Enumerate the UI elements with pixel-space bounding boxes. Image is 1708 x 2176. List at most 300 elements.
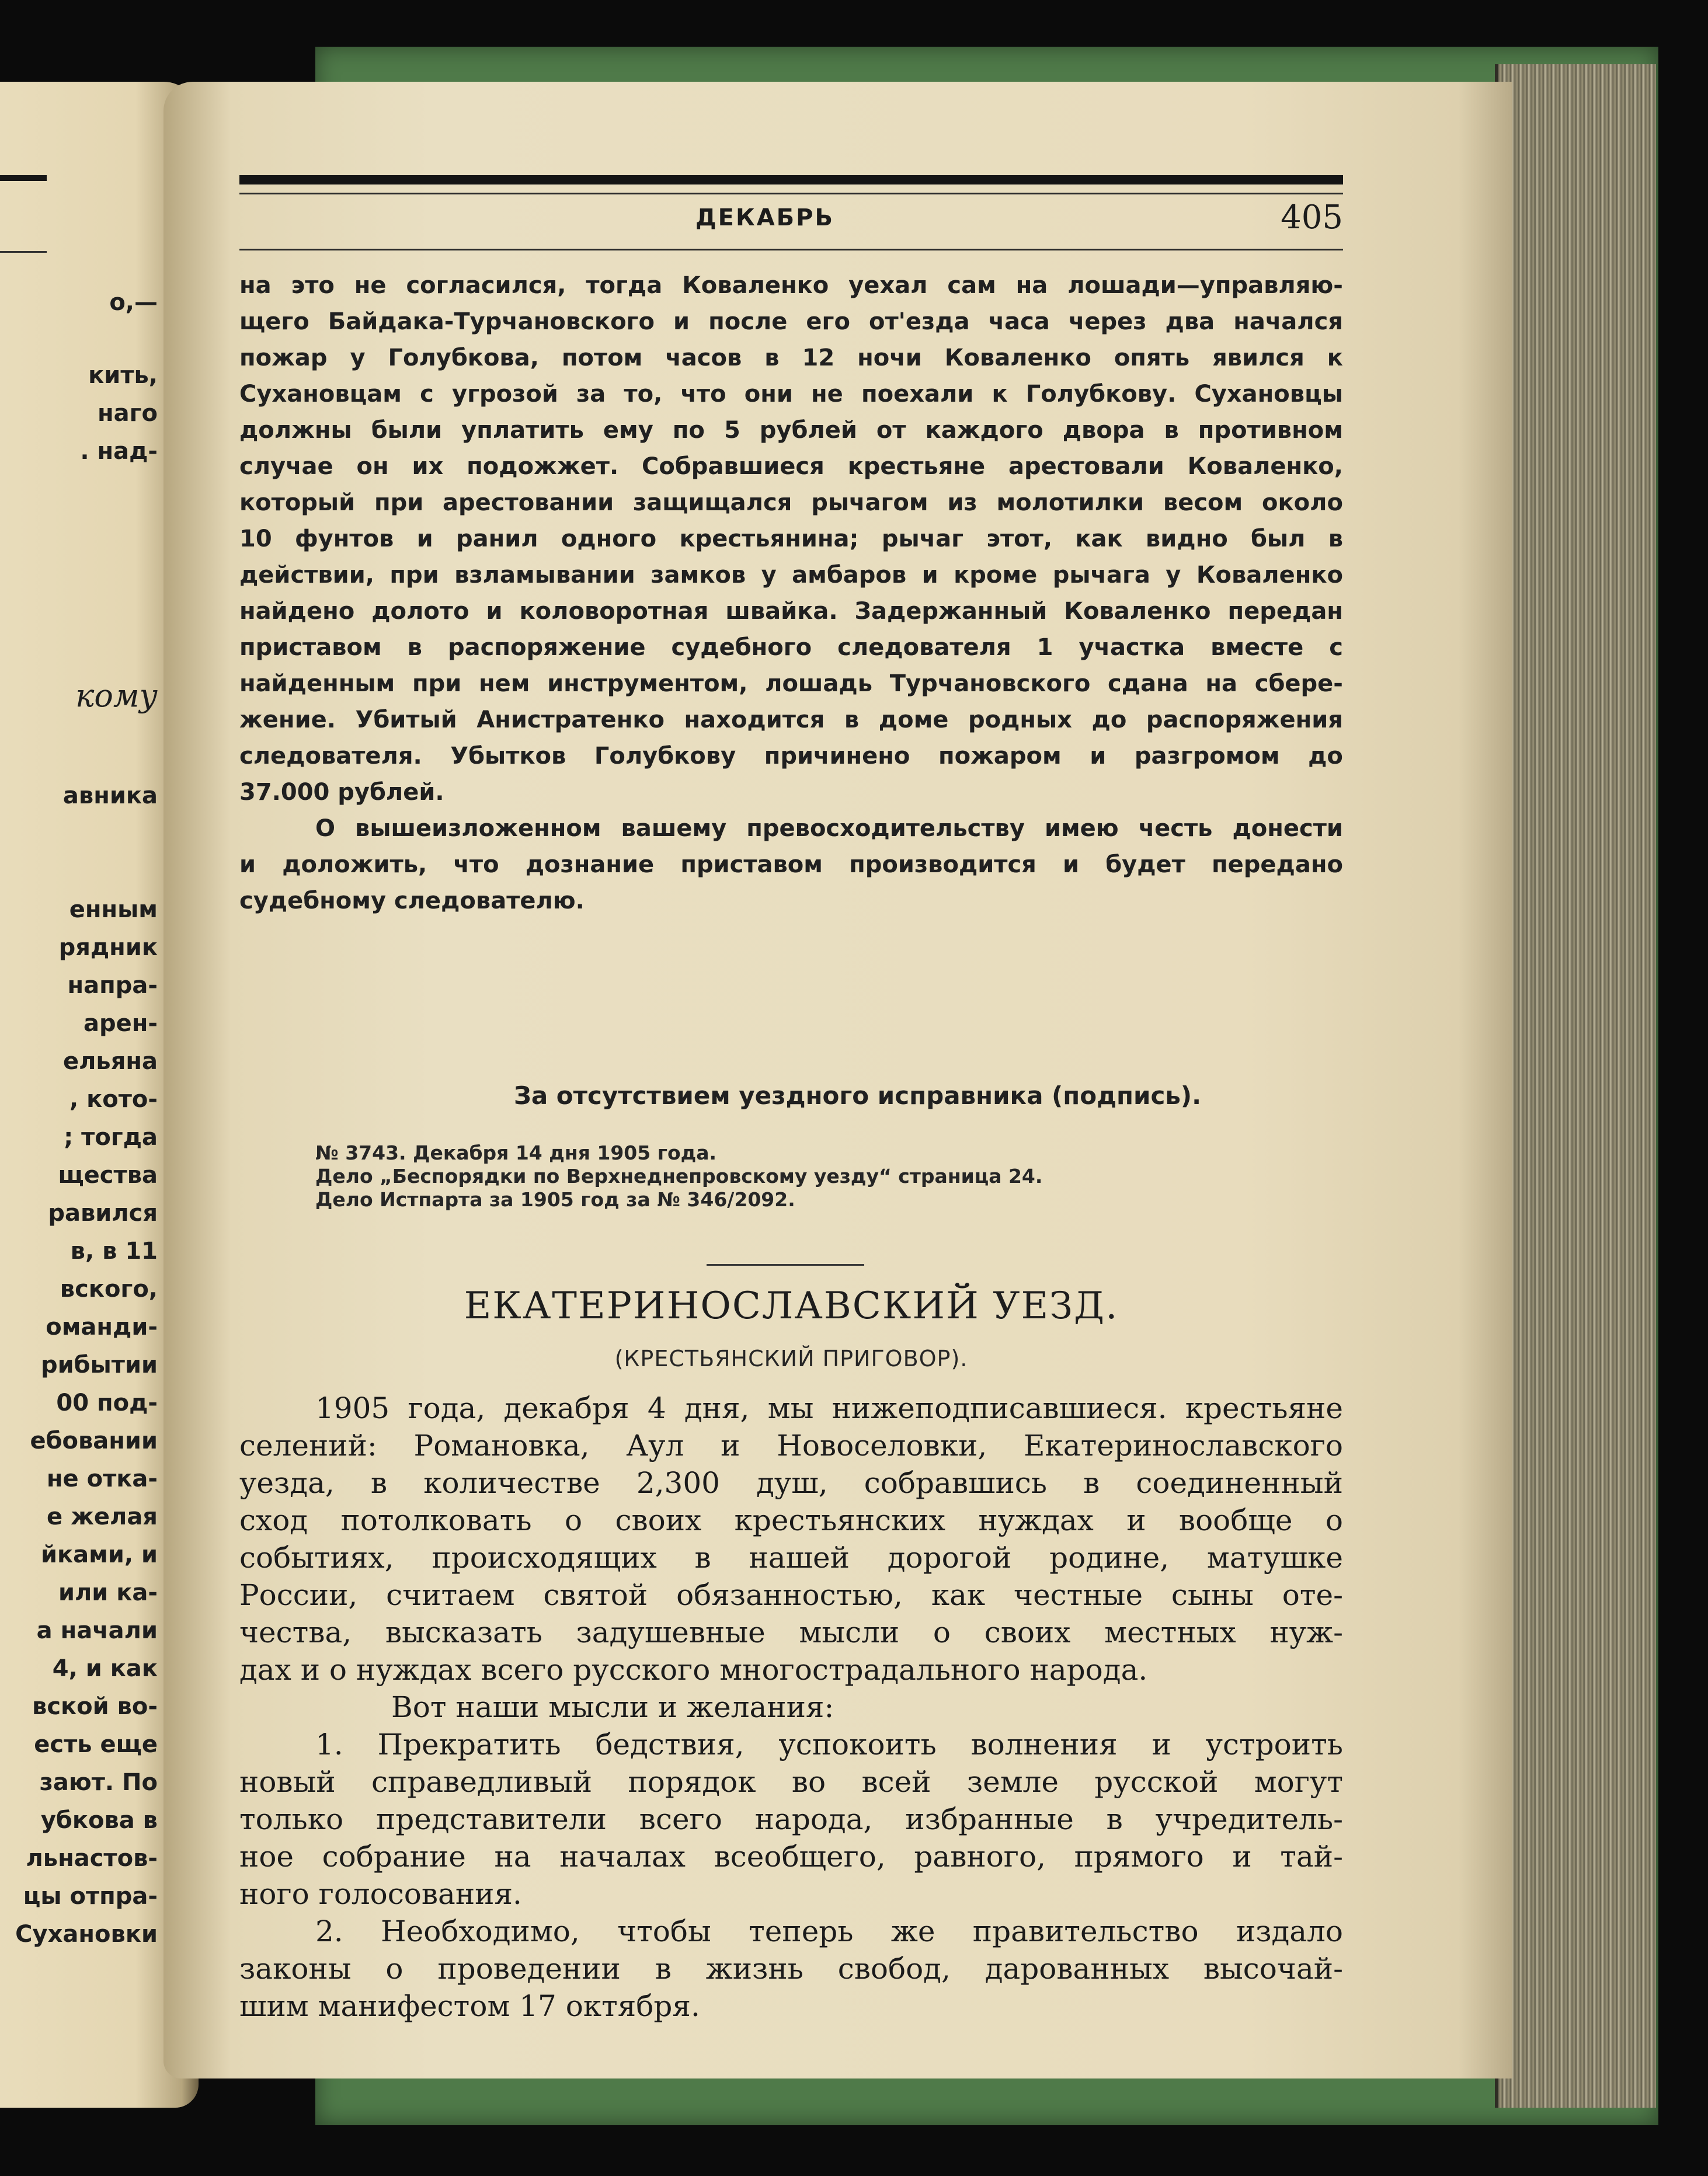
word: каждого [925, 417, 1043, 444]
word: как [931, 1578, 986, 1612]
word: и [486, 598, 503, 625]
word: 1905 [315, 1391, 390, 1425]
word: подожжет. [467, 453, 619, 480]
word: до [1308, 743, 1343, 770]
word: кроме [954, 562, 1038, 589]
word: в [1328, 525, 1343, 552]
word: в [1083, 1466, 1100, 1500]
word: Екатеринославского [1024, 1429, 1343, 1463]
left-fragment: напра- [67, 972, 158, 999]
word: сход [239, 1503, 308, 1537]
word: лошади—управляю- [1067, 272, 1343, 299]
resolution-line [239, 1539, 1343, 1576]
word: лошадь [765, 670, 873, 697]
word: передано [1212, 851, 1343, 878]
archive-references [315, 1141, 1042, 1211]
word: издало [1236, 1914, 1343, 1948]
word: сыны [1171, 1578, 1254, 1612]
word: приставом [680, 851, 823, 878]
report-line [239, 304, 1343, 340]
left-fragment: кому [75, 677, 158, 714]
word: от'езда [869, 308, 970, 335]
word: нижеподписавшиеся. [832, 1391, 1167, 1425]
word: честь [1138, 815, 1213, 842]
left-fragment: зают. По [39, 1769, 158, 1796]
word: чества, [239, 1616, 352, 1649]
word: ранил [455, 525, 538, 552]
word: 5 [723, 417, 740, 444]
word: матушке [1206, 1541, 1343, 1575]
word: поехали [861, 381, 974, 408]
left-fragment: вского, [60, 1276, 158, 1303]
word: найдено [239, 598, 355, 625]
word: 2. [315, 1914, 343, 1948]
resolution-line [239, 1576, 1343, 1614]
word: декабря [503, 1391, 629, 1425]
word: это [291, 272, 335, 299]
word: у [350, 344, 366, 371]
word: следователя [837, 634, 1011, 661]
reference-line: Дело Истпарта за 1905 год за № 346/2092. [315, 1188, 795, 1211]
word: нашей [749, 1541, 850, 1575]
word: народа, [754, 1802, 873, 1836]
word: донести [1232, 815, 1343, 842]
word: что [453, 851, 499, 878]
word: 1 [1036, 634, 1053, 661]
word: прямого [1074, 1840, 1204, 1874]
word: успокоить [778, 1728, 937, 1761]
left-fragment: ельяна [62, 1048, 158, 1075]
word: причинено [764, 743, 910, 770]
resolution-line [239, 1390, 1343, 1427]
word: всеобщего, [714, 1840, 886, 1874]
word: пожар [239, 344, 328, 371]
report-line [239, 666, 1343, 702]
word: доме [878, 706, 949, 733]
word: справедливый [371, 1765, 593, 1799]
word: всего [639, 1802, 722, 1836]
word: распоряжения [1146, 706, 1343, 733]
left-fragment: Сухановки [15, 1921, 158, 1948]
word: в [1164, 417, 1179, 444]
word: от [876, 417, 906, 444]
word: русской [1094, 1765, 1219, 1799]
word: до [1091, 706, 1127, 733]
left-fragment: убкова в [40, 1807, 158, 1834]
word: доложить, [282, 851, 427, 878]
word: мы [767, 1391, 814, 1425]
word: Коваленко [1196, 562, 1343, 589]
word: будет [1105, 851, 1185, 878]
word: рычагом [811, 489, 928, 516]
word: теперь [749, 1914, 854, 1948]
resolution-line: Вот наши мысли и желания: [391, 1690, 834, 1724]
left-fragment: арен- [84, 1010, 158, 1037]
word: случае [239, 453, 333, 480]
resolution-line [239, 1464, 1343, 1502]
resolution-line [239, 1913, 1343, 1950]
word: своих [615, 1503, 702, 1537]
word: распоряжение [447, 634, 646, 661]
word: О [315, 815, 336, 842]
word: был [1250, 525, 1306, 552]
word: 1. [315, 1728, 343, 1761]
word: дознание [525, 851, 655, 878]
word: Убытков [450, 743, 566, 770]
word: согласился, [406, 272, 566, 299]
page-number: 405 [1281, 199, 1343, 236]
resolution-line [239, 1726, 1343, 1763]
word: в [655, 1952, 672, 1986]
word: как [1075, 525, 1123, 552]
word: приставом [239, 634, 382, 661]
word: разгромом [1134, 743, 1280, 770]
word: Голубкову [594, 743, 736, 770]
word: представители [375, 1802, 607, 1836]
left-fragment: цы отпра- [23, 1883, 158, 1910]
word: Коваленко [682, 272, 829, 299]
word: соединенный [1136, 1466, 1343, 1500]
left-fragment: льнастов- [26, 1845, 158, 1872]
resolution-line [239, 1950, 1343, 1987]
word: в [407, 634, 422, 661]
word: крестьяне [847, 453, 986, 480]
resolution-line [239, 1614, 1343, 1651]
word: явился [1212, 344, 1305, 371]
word: началах [559, 1840, 686, 1874]
word: святой [543, 1578, 648, 1612]
left-fragment: есть еще [34, 1731, 158, 1758]
word: проведении [437, 1952, 621, 1986]
word: года, [408, 1391, 486, 1425]
left-fragment: или ка- [58, 1579, 158, 1606]
word: амбаров [792, 562, 907, 589]
word: чтобы [617, 1914, 711, 1948]
word: учредитель- [1155, 1802, 1343, 1836]
word: о [933, 1616, 951, 1649]
word: при [412, 670, 462, 697]
word: после [708, 308, 788, 335]
word: Голубкова, [388, 344, 539, 371]
page-edges [1495, 64, 1656, 2108]
word: на [1205, 670, 1238, 697]
left-fragment: ебовании [30, 1428, 158, 1454]
word: собравшись [864, 1466, 1048, 1500]
word: и [673, 308, 690, 335]
word: участка [1079, 634, 1185, 661]
word: законы [239, 1952, 352, 1986]
word: волнения [970, 1728, 1118, 1761]
word: начался [1233, 308, 1343, 335]
word: он [356, 453, 389, 480]
left-fragment: йками, и [40, 1541, 158, 1568]
word: Коваленко [1064, 598, 1211, 625]
word: Убитый [355, 706, 457, 733]
word: у [761, 562, 777, 589]
word: и [1063, 851, 1080, 878]
word: следователя. [239, 743, 422, 770]
left-fragment: рибытии [41, 1352, 158, 1378]
word: о [1325, 1503, 1343, 1537]
word: Турчановского [889, 670, 1091, 697]
word: уезда, [239, 1466, 335, 1500]
word: о [385, 1952, 403, 1986]
word: имею [1044, 815, 1119, 842]
word: у [1166, 562, 1181, 589]
word: угрозой [452, 381, 558, 408]
word: жение. [239, 706, 336, 733]
word: событиях, [239, 1541, 394, 1575]
word: честные [1014, 1578, 1143, 1612]
word: сам [947, 272, 996, 299]
word: то, [624, 381, 663, 408]
word: избранные [905, 1802, 1074, 1836]
report-line [239, 448, 1343, 485]
word: дня, [684, 1391, 750, 1425]
resolution-line [239, 1801, 1343, 1838]
word: одного [561, 525, 657, 552]
word: о [564, 1503, 583, 1537]
word: и [1232, 1840, 1252, 1874]
section-subtitle: (КРЕСТЬЯНСКИЙ ПРИГОВОР). [614, 1346, 968, 1371]
left-fragment: вской во- [32, 1693, 158, 1720]
word: фунтов [294, 525, 394, 552]
left-fragment: е желая [47, 1503, 158, 1530]
word: крестьяне [1185, 1391, 1343, 1425]
word: всей [861, 1765, 931, 1799]
word: этот, [986, 525, 1053, 552]
word: на [494, 1840, 531, 1874]
word: и [1090, 743, 1107, 770]
left-fragment: кить, [88, 362, 158, 389]
word: мысли [799, 1616, 900, 1649]
word: около [1262, 489, 1343, 516]
word: часа [988, 308, 1050, 335]
resolution-line [239, 1763, 1343, 1801]
word: найденным [239, 670, 395, 697]
word: защищался [632, 489, 792, 516]
word: вместе [1210, 634, 1304, 661]
word: Коваленко, [1187, 453, 1343, 480]
report-text [239, 267, 1343, 919]
word: селений: [239, 1429, 377, 1463]
resolution-line: шим манифестом 17 октября. [239, 1989, 700, 2023]
word: только [239, 1802, 344, 1836]
word: 12 [802, 344, 835, 371]
left-fragment: 4, и как [52, 1655, 158, 1682]
word: задушевные [576, 1616, 766, 1649]
resolution-line: дах и о нуждах всего русского многострадального народа. [239, 1653, 1148, 1687]
section-divider [707, 1264, 864, 1266]
word: передан [1227, 598, 1343, 625]
report-line [239, 702, 1343, 738]
report-line [239, 412, 1343, 448]
left-fragment: в, в 11 [70, 1238, 158, 1265]
word: действии, [239, 562, 374, 589]
word: не [811, 381, 843, 408]
word: Собравшиеся [642, 453, 825, 480]
word: на [1015, 272, 1048, 299]
word: и [239, 851, 256, 878]
report-line [239, 629, 1343, 666]
word: обязанностью, [676, 1578, 903, 1612]
word: Прекратить [377, 1728, 561, 1761]
left-fragment: рядник [58, 934, 158, 961]
word: бедствия, [595, 1728, 745, 1761]
word: нуждах [978, 1503, 1094, 1537]
word: в [844, 706, 860, 733]
word: взламывании [454, 562, 635, 589]
left-fragment: равился [48, 1200, 158, 1227]
word: превосходительству [746, 815, 1025, 842]
word: тогда [586, 272, 663, 299]
word: 2,300 [636, 1466, 720, 1500]
word: рычага [1052, 562, 1150, 589]
word: дорогой [887, 1541, 1012, 1575]
word: же [890, 1914, 935, 1948]
report-line [239, 267, 1343, 304]
word: нем [478, 670, 530, 697]
word: в [1106, 1802, 1123, 1836]
closing-line [239, 810, 1343, 847]
reference-line: № 3743. Декабря 14 дня 1905 года. [315, 1141, 717, 1164]
report-line [239, 521, 1343, 557]
word: Анистратенко [476, 706, 665, 733]
head-rule [239, 249, 1343, 250]
word: считаем [386, 1578, 515, 1612]
word: происходящих [432, 1541, 657, 1575]
word: местных [1104, 1616, 1236, 1649]
report-line: 37.000 рублей. [239, 779, 444, 806]
word: часов [665, 344, 742, 371]
section-title: ЕКАТЕРИНОСЛАВСКИЙ УЕЗД. [464, 1284, 1119, 1328]
word: жизнь [705, 1952, 803, 1986]
word: рублей [759, 417, 857, 444]
word: вообще [1178, 1503, 1293, 1537]
word: ное [239, 1840, 294, 1874]
word: и [1126, 1503, 1146, 1537]
word: противном [1198, 417, 1343, 444]
word: вашему [621, 815, 727, 842]
word: не [354, 272, 387, 299]
word: по [672, 417, 705, 444]
word: земле [966, 1765, 1059, 1799]
signature-line: За отсутствием уездного исправника (подпись). [514, 1081, 1202, 1110]
top-rule-thin [239, 193, 1343, 194]
word: потолковать [340, 1503, 532, 1537]
word: опять [1114, 344, 1190, 371]
word: производится [849, 851, 1036, 878]
word: молотилки [996, 489, 1145, 516]
word: видно [1145, 525, 1228, 552]
word: к [1327, 344, 1343, 371]
word: они [744, 381, 793, 408]
word: замков [650, 562, 746, 589]
word: двора [1062, 417, 1145, 444]
word: коловоротная [519, 598, 709, 625]
word: через [1068, 308, 1147, 335]
left-fragment: наго [97, 400, 158, 427]
word: собрание [322, 1840, 466, 1874]
left-fragment: ; тогда [64, 1124, 158, 1151]
left-fragment: а начали [36, 1617, 158, 1644]
left-fragment: не отка- [46, 1465, 158, 1492]
report-line [239, 593, 1343, 629]
word: порядок [628, 1765, 756, 1799]
word: правительство [972, 1914, 1199, 1948]
left-fragment: 00 под- [56, 1390, 158, 1416]
word: ночи [857, 344, 922, 371]
word: пожаром [938, 743, 1062, 770]
top-rule [239, 175, 1343, 184]
word: крестьянина; [679, 525, 859, 552]
word: из [947, 489, 978, 516]
resolution-line [239, 1502, 1343, 1539]
word: были [371, 417, 443, 444]
word: к [992, 381, 1008, 408]
word: нуж- [1269, 1616, 1343, 1649]
word: во [791, 1765, 826, 1799]
word: свобод, [837, 1952, 951, 1986]
word: Новоселовки, [777, 1429, 987, 1463]
report-line [239, 485, 1343, 521]
word: арестовали [1008, 453, 1164, 480]
word: арестовании [443, 489, 614, 516]
word: Необходимо, [381, 1914, 580, 1948]
word: уплатить [461, 417, 584, 444]
word: ему [603, 417, 653, 444]
report-line [239, 376, 1343, 412]
report-line [239, 557, 1343, 593]
word: устроить [1205, 1728, 1343, 1761]
left-fragment: енным [69, 896, 158, 923]
word: родных [968, 706, 1072, 733]
word: сдана [1108, 670, 1188, 697]
right-page [164, 82, 1512, 2078]
closing-line: судебному следователю. [239, 887, 585, 914]
word: 10 [239, 525, 272, 552]
word: инструментом, [547, 670, 748, 697]
word: при [374, 489, 424, 516]
word: за [576, 381, 606, 408]
report-line [239, 340, 1343, 376]
word: могут [1254, 1765, 1343, 1799]
resolution-line [239, 1838, 1343, 1875]
word: Байдака-Турчановского [328, 308, 655, 335]
word: и [721, 1429, 740, 1463]
left-fragment: авника [62, 782, 158, 809]
word: рычаг [881, 525, 963, 552]
word: высочай- [1203, 1952, 1343, 1986]
left-fragment: оманди- [46, 1314, 158, 1341]
word: и [416, 525, 433, 552]
word: который [239, 489, 356, 516]
word: сбере- [1254, 670, 1343, 697]
word: при [389, 562, 439, 589]
reference-line: Дело „Беспорядки по Верхнеднепровскому уезду“ страница 24. [315, 1165, 1043, 1188]
word: высказать [385, 1616, 542, 1649]
resolution-text [239, 1390, 1343, 2025]
word: уехал [848, 272, 928, 299]
word: в [764, 344, 780, 371]
word: два [1165, 308, 1215, 335]
word: и [1152, 1728, 1171, 1761]
word: Романовка, [413, 1429, 590, 1463]
resolution-line: ного голосования. [239, 1877, 522, 1911]
left-fragment: . над- [80, 438, 158, 465]
word: его [806, 308, 850, 335]
word: щего [239, 308, 309, 335]
